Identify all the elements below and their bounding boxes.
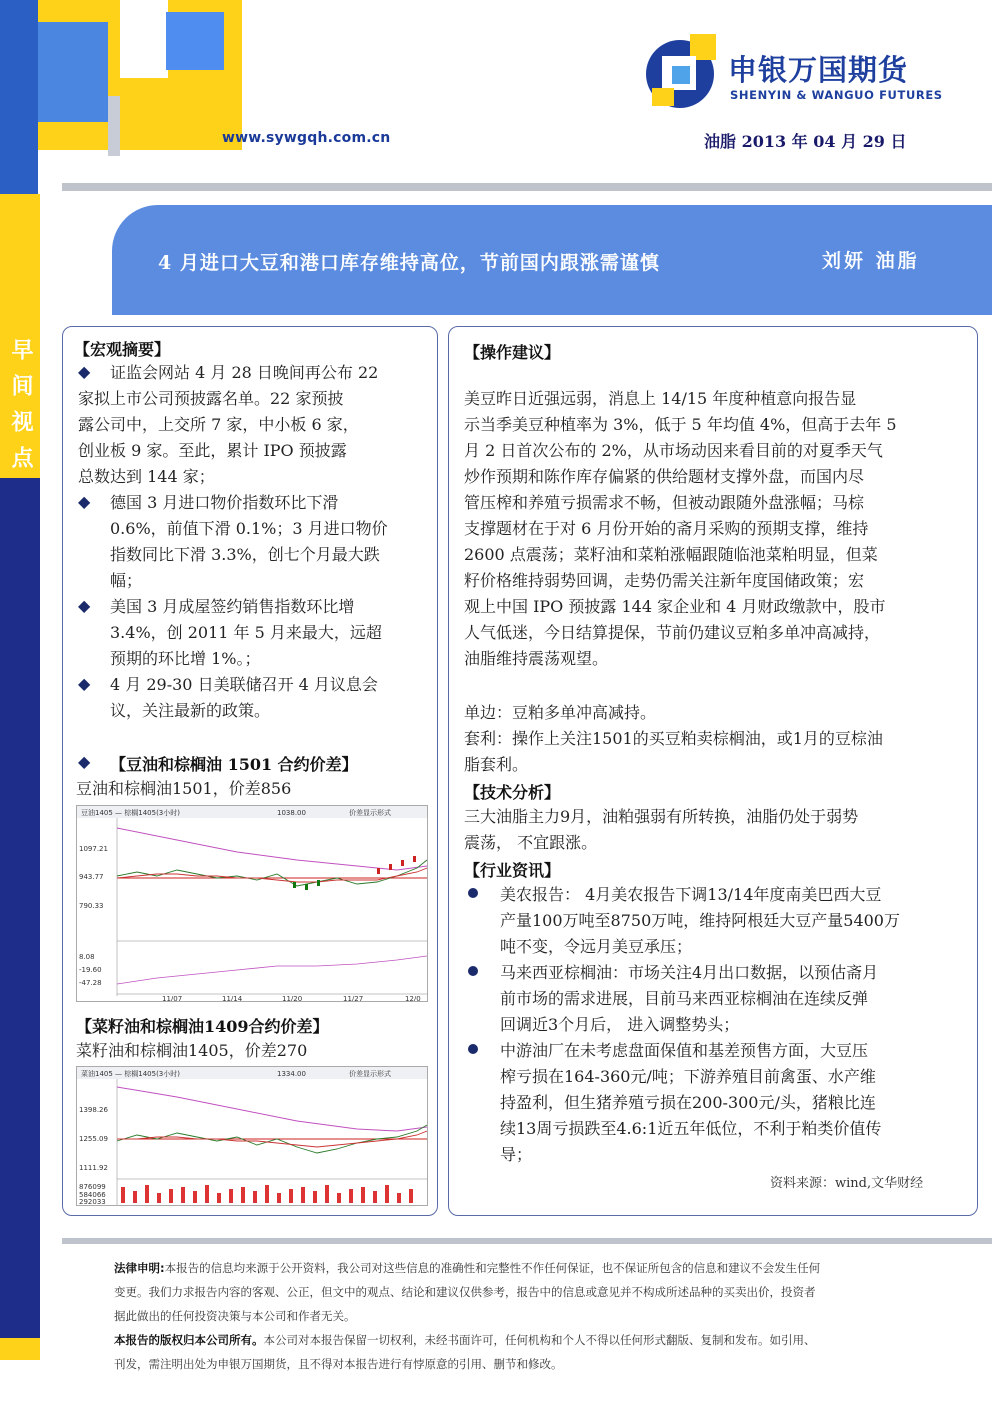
macro-line: 创业板 9 家。至此，累计 IPO 预披露 [78,441,347,460]
macro-line: 4 月 29-30 日美联储召开 4 月议息会 [110,675,378,694]
macro-line: 指数同比下滑 3.3%，创七个月最大跌 [110,545,380,564]
advice-single: 单边：豆粕多单冲高减持。 [464,703,657,722]
industry-line: 中游油厂在未考虑盘面保值和基差预售方面，大豆压 [500,1041,869,1060]
spread2-toolbar-series: 菜油1405 — 棕榈1405(3小时) [81,1070,180,1078]
advice-line: 2600 点震荡；菜籽油和菜粕涨幅跟随临池菜粕明显，但菜 [464,545,878,564]
spread1-y-tick: 1097.21 [79,845,108,853]
macro-item-1 [78,360,430,490]
data-source: 资料来源：wind,文华财经 [770,1176,924,1191]
spread1-toolbar-mode[interactable]: 价差显示形式 [349,809,391,817]
spread1-sub-tick: 8.08 [79,953,95,961]
legal-line: 本报告的信息均来源于公开资料，我公司对这些信息的准确性和完整性不作任何保证，也不保证所包含的信息和建议不会发生任何 [164,1261,821,1275]
spread1-y-tick: 790.33 [79,902,104,910]
macro-item-3 [110,594,430,672]
diamond-bullet-icon: ◆ [78,752,91,771]
diamond-bullet-icon: ◆ [78,596,91,615]
side-bar-navy [0,478,40,1338]
site-url[interactable]: www.sywgqh.com.cn [222,130,391,146]
spread2-y-tick: 1255.09 [79,1135,108,1143]
report-title: 4 月进口大豆和港口库存维持高位，节前国内跟涨需谨慎 [158,252,660,274]
header-blue-square [166,12,224,70]
diamond-bullet-icon: ◆ [78,362,91,381]
spread2-volume-bars [121,1185,413,1203]
advice-line: 支撑题材在于对 6 月份开始的斋月采购的预期支撑，维持 [464,519,869,538]
arb-line: 套利：操作上关注1501的买豆粕卖棕榈油，或1月的豆棕油 [464,729,883,748]
bullet-dot-icon [468,888,478,898]
copyright-line: 刊发，需注明出处为申银万国期货，且不得对本报告进行有悖原意的引用、删节和修改。 [114,1357,563,1371]
spread1-chart [76,805,428,1002]
copyright-line: 本公司对本报告保留一切权利，未经书面许可，任何机构和个人不得以任何形式翻版、复制和发布。如引用、 [263,1333,816,1347]
advice-line: 油脂维持震荡观望。 [464,649,609,668]
industry-line: 导； [500,1145,533,1164]
footer-divider [62,1238,992,1244]
macro-line: 证监会网站 4 月 28 日晚间再公布 22 [110,363,379,382]
tech-line: 三大油脂主力9月，油粕强弱有所转换，油脂仍处于弱势 [464,807,859,826]
spread1-toolbar-value: 1038.00 [277,809,306,817]
company-logo [644,30,944,110]
macro-line: 总数达到 144 家； [78,467,215,486]
spread2-toolbar-value: 1334.00 [277,1070,306,1078]
macro-line: 0.6%，前值下滑 0.1%；3 月进口物价 [110,519,388,538]
macro-line: 幅； [110,571,143,590]
spread1-caption: 豆油和棕榈油1501，价差856 [76,779,292,798]
spread2-heading: 【菜籽油和棕榈油1409合约价差】 [76,1017,329,1036]
industry-line: 美农报告： 4月美农报告下调13/14年度南美巴西大豆 [500,885,882,904]
macro-line: 德国 3 月进口物价指数环比下滑 [110,493,339,512]
legal-line: 变更。我们力求报告内容的客观、公正，但文中的观点、结论和建议仅供参考，报告中的信息或意见并不构成所述品种的买卖出价，投资者 [114,1285,816,1299]
copyright-label: 本报告的版权归本公司所有。 [114,1333,264,1347]
spread1-x-tick: 11/20 [282,995,303,1001]
header-divider [62,183,992,191]
side-label: 早间视点 [8,338,33,482]
legal-label: 法律申明: [114,1261,165,1275]
spread1-x-tick: 11/27 [343,995,364,1001]
spread1-candles [377,856,416,874]
advice-line: 观上中国 IPO 预披露 144 家企业和 4 月财政缴款中，股市 [464,597,886,616]
tech-line: 震荡， 不宜跟涨。 [464,833,598,852]
tech-body [464,804,969,856]
header-blue-block [0,0,38,200]
industry-item-2 [500,960,970,1038]
spread1-y-tick: 943.77 [79,873,104,881]
advice-line: 月 2 日首次公布的 2%，从市场动因来看目前的对夏季天气 [464,441,883,460]
diamond-bullet-icon: ◆ [78,492,91,511]
industry-line: 持盈利，但生猪养殖亏损在200-300元/头，猪粮比连 [500,1093,876,1112]
spread1-toolbar-series: 豆油1405 — 棕榈1405(3小时) [81,809,180,817]
macro-line: 家拟上市公司预披露名单。22 家预披 [78,389,344,408]
bullet-dot-icon [468,1044,478,1054]
spread2-caption: 菜籽油和棕榈油1405，价差270 [76,1041,308,1060]
logo-mark-icon [644,34,720,110]
logo-chinese-name: 申银万国期货 [728,53,909,87]
report-author: 刘妍 油脂 [822,250,920,272]
industry-heading: 【行业资讯】 [464,861,561,880]
industry-line: 榨亏损在164-360元/吨；下游养殖目前禽蛋、水产维 [500,1067,876,1086]
header-white-cut [120,0,168,78]
macro-line: 3.4%，创 2011 年 5 月来最大，远超 [110,623,382,642]
tech-heading: 【技术分析】 [464,783,561,802]
legal-line: 据此做出的任何投资决策与本公司和作者无关。 [114,1309,356,1323]
spread1-sub-tick: -47.28 [79,979,102,987]
spread2-sub-tick: 584066 [79,1191,106,1199]
industry-line: 续13周亏损跌至4.6:1近五年低位，不利于粕类价值传 [500,1119,882,1138]
diamond-bullet-icon: ◆ [78,674,91,693]
advice-heading: 【操作建议】 [464,343,561,362]
logo-english-name: SHENYIN & WANGUO FUTURES [730,88,943,102]
industry-item-1 [500,882,970,960]
arb-line: 脂套利。 [464,755,529,774]
macro-item-2 [110,490,430,594]
industry-line: 产量100万吨至8750万吨，维持阿根廷大豆产量5400万 [500,911,900,930]
spread2-toolbar-mode[interactable]: 价差显示形式 [349,1070,391,1078]
spread1-x-tick: 11/14 [222,995,243,1001]
header-gray-bar [108,96,120,156]
macro-item-4 [110,672,430,724]
advice-line: 美豆昨日近强远弱，消息上 14/15 年度种植意向报告显 [464,389,857,408]
spread2-sub-tick: 292033 [79,1198,106,1205]
industry-line: 前市场的需求进展，目前马来西亚棕榈油在连续反弹 [500,989,869,1008]
spread2-y-tick: 1111.92 [79,1164,108,1172]
macro-line: 美国 3 月成屋签约销售指数环比增 [110,597,355,616]
report-date: 油脂 2013 年 04 月 29 日 [704,132,907,151]
spread2-chart [76,1066,428,1206]
spread1-x-tick: 12/0 [405,995,421,1001]
industry-line: 马来西亚棕榈油：市场关注4月出口数据，以预估斋月 [500,963,879,982]
advice-arbitrage [464,726,969,778]
industry-item-3 [500,1038,970,1168]
advice-line: 籽价格维持弱势回调，走势仍需关注新年度国储政策；宏 [464,571,865,590]
advice-body [464,386,969,672]
industry-line: 回调近3个月后， 进入调整势头； [500,1015,740,1034]
header-blue-inner [38,22,108,122]
macro-heading: 【宏观摘要】 [74,340,171,359]
spread2-sub-tick: 876099 [79,1183,106,1191]
macro-line: 露公司中，上交所 7 家，中小板 6 家， [78,415,359,434]
advice-line: 管压榨和养殖亏损需求不畅，但被动跟随外盘涨幅；马棕 [464,493,865,512]
footer-disclaimer [114,1256,942,1376]
spread2-y-tick: 1398.26 [79,1106,108,1114]
macro-line: 议，关注最新的政策。 [110,701,271,720]
industry-line: 吨不变，令远月美豆承压； [500,937,693,956]
spread1-x-tick: 11/07 [162,995,183,1001]
bullet-dot-icon [468,966,478,976]
macro-line: 预期的环比增 1%。； [110,649,261,668]
advice-line: 炒作预期和陈作库存偏紧的供给题材支撑外盘，而国内尽 [464,467,865,486]
spread1-heading: 【豆油和棕榈油 1501 合约价差】 [110,755,358,774]
advice-line: 示当季美豆种植率为 3%，低于 5 年均值 4%，但高于去年 5 [464,415,897,434]
spread1-sub-tick: -19.60 [79,966,102,974]
advice-line: 人气低迷，今日结算提保，节前仍建议豆粕多单冲高减持， [464,623,881,642]
